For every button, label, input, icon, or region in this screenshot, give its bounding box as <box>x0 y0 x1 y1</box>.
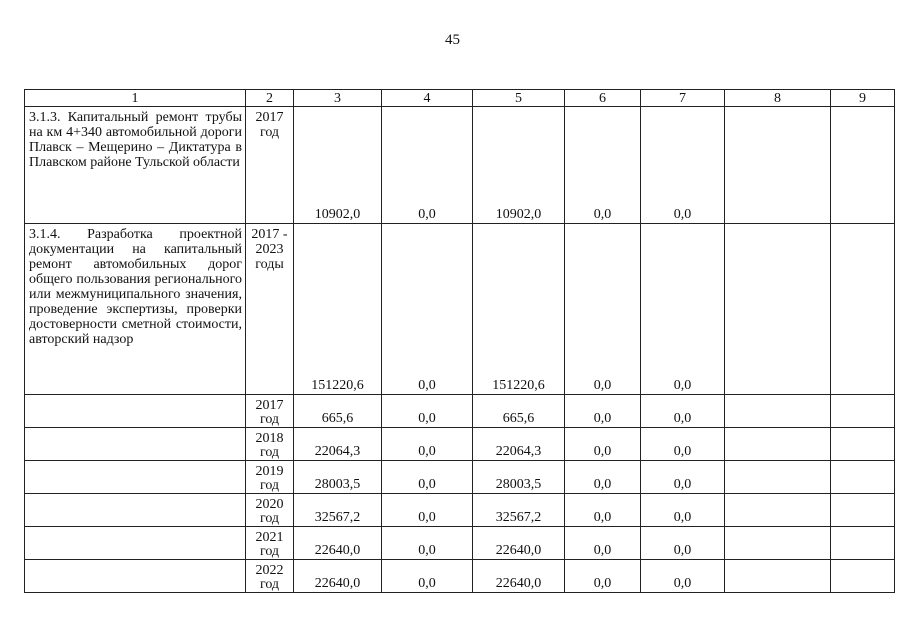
table-row <box>25 107 895 224</box>
table-row <box>25 527 895 560</box>
cell-col3: 28003,5 <box>294 461 382 494</box>
cell-col9 <box>831 428 895 461</box>
row-description <box>25 527 246 560</box>
cell-col7: 0,0 <box>641 527 725 560</box>
row-period: 2020 год <box>246 494 294 527</box>
cell-col8 <box>725 224 831 395</box>
cell-col3: 665,6 <box>294 395 382 428</box>
cell-col6: 0,0 <box>565 395 641 428</box>
cell-col8 <box>725 395 831 428</box>
cell-col7: 0,0 <box>641 494 725 527</box>
row-description <box>25 461 246 494</box>
table-row <box>25 560 895 593</box>
row-description <box>25 494 246 527</box>
table-row <box>25 395 895 428</box>
header-cell: 6 <box>565 90 641 107</box>
header-cell: 2 <box>246 90 294 107</box>
row-period: 2021 год <box>246 527 294 560</box>
cell-col5: 151220,6 <box>473 224 565 395</box>
cell-col4: 0,0 <box>382 494 473 527</box>
cell-col3: 22640,0 <box>294 527 382 560</box>
cell-col3: 151220,6 <box>294 224 382 395</box>
cell-col3: 22640,0 <box>294 560 382 593</box>
cell-col7: 0,0 <box>641 107 725 224</box>
cell-col7: 0,0 <box>641 224 725 395</box>
header-cell: 4 <box>382 90 473 107</box>
cell-col7: 0,0 <box>641 461 725 494</box>
cell-col5: 28003,5 <box>473 461 565 494</box>
page-number: 45 <box>445 32 460 48</box>
cell-col4: 0,0 <box>382 461 473 494</box>
cell-col5: 665,6 <box>473 395 565 428</box>
table-row <box>25 224 895 395</box>
cell-col8 <box>725 428 831 461</box>
header-cell: 3 <box>294 90 382 107</box>
header-cell: 8 <box>725 90 831 107</box>
row-period: 2022 год <box>246 560 294 593</box>
cell-col3: 10902,0 <box>294 107 382 224</box>
cell-col3: 32567,2 <box>294 494 382 527</box>
table-row <box>25 428 895 461</box>
cell-col5: 10902,0 <box>473 107 565 224</box>
cell-col8 <box>725 107 831 224</box>
cell-col6: 0,0 <box>565 461 641 494</box>
cell-col5: 22640,0 <box>473 560 565 593</box>
cell-col5: 22064,3 <box>473 428 565 461</box>
cell-col7: 0,0 <box>641 395 725 428</box>
cell-col7: 0,0 <box>641 560 725 593</box>
cell-col9 <box>831 527 895 560</box>
row-period: 2017 год <box>246 395 294 428</box>
cell-col4: 0,0 <box>382 107 473 224</box>
row-description: 3.1.4. Разработка проектной документации на капитальный ремонт автомобильных дорог общего пользования регионального или межмуниципального значения, проведение экспертизы, проверки достоверности сметной стоимости, авторский надзор <box>25 224 246 395</box>
row-period: 2017 год <box>246 107 294 224</box>
cell-col9 <box>831 461 895 494</box>
table-row <box>25 461 895 494</box>
cell-col6: 0,0 <box>565 224 641 395</box>
cell-col6: 0,0 <box>565 107 641 224</box>
cell-col9 <box>831 494 895 527</box>
row-period: 2017 - 2023 годы <box>246 224 294 395</box>
cell-col9 <box>831 224 895 395</box>
header-cell: 5 <box>473 90 565 107</box>
cell-col5: 32567,2 <box>473 494 565 527</box>
cell-col8 <box>725 461 831 494</box>
header-cell: 1 <box>25 90 246 107</box>
budget-table <box>24 89 895 593</box>
row-description: 3.1.3. Капитальный ремонт трубы на км 4+340 автомобильной дороги Плавск – Мещерино – Диктатура в Плавском районе Тульской области <box>25 107 246 224</box>
cell-col4: 0,0 <box>382 428 473 461</box>
header-cell: 9 <box>831 90 895 107</box>
cell-col4: 0,0 <box>382 395 473 428</box>
cell-col8 <box>725 527 831 560</box>
cell-col6: 0,0 <box>565 527 641 560</box>
row-period: 2019 год <box>246 461 294 494</box>
row-period: 2018 год <box>246 428 294 461</box>
cell-col7: 0,0 <box>641 428 725 461</box>
cell-col6: 0,0 <box>565 494 641 527</box>
cell-col4: 0,0 <box>382 560 473 593</box>
table-row <box>25 494 895 527</box>
cell-col9 <box>831 107 895 224</box>
row-description <box>25 395 246 428</box>
row-description <box>25 560 246 593</box>
cell-col6: 0,0 <box>565 428 641 461</box>
cell-col4: 0,0 <box>382 527 473 560</box>
row-description <box>25 428 246 461</box>
cell-col9 <box>831 395 895 428</box>
cell-col9 <box>831 560 895 593</box>
cell-col6: 0,0 <box>565 560 641 593</box>
cell-col8 <box>725 560 831 593</box>
cell-col3: 22064,3 <box>294 428 382 461</box>
table-header-row <box>25 90 895 107</box>
header-cell: 7 <box>641 90 725 107</box>
cell-col8 <box>725 494 831 527</box>
cell-col5: 22640,0 <box>473 527 565 560</box>
cell-col4: 0,0 <box>382 224 473 395</box>
